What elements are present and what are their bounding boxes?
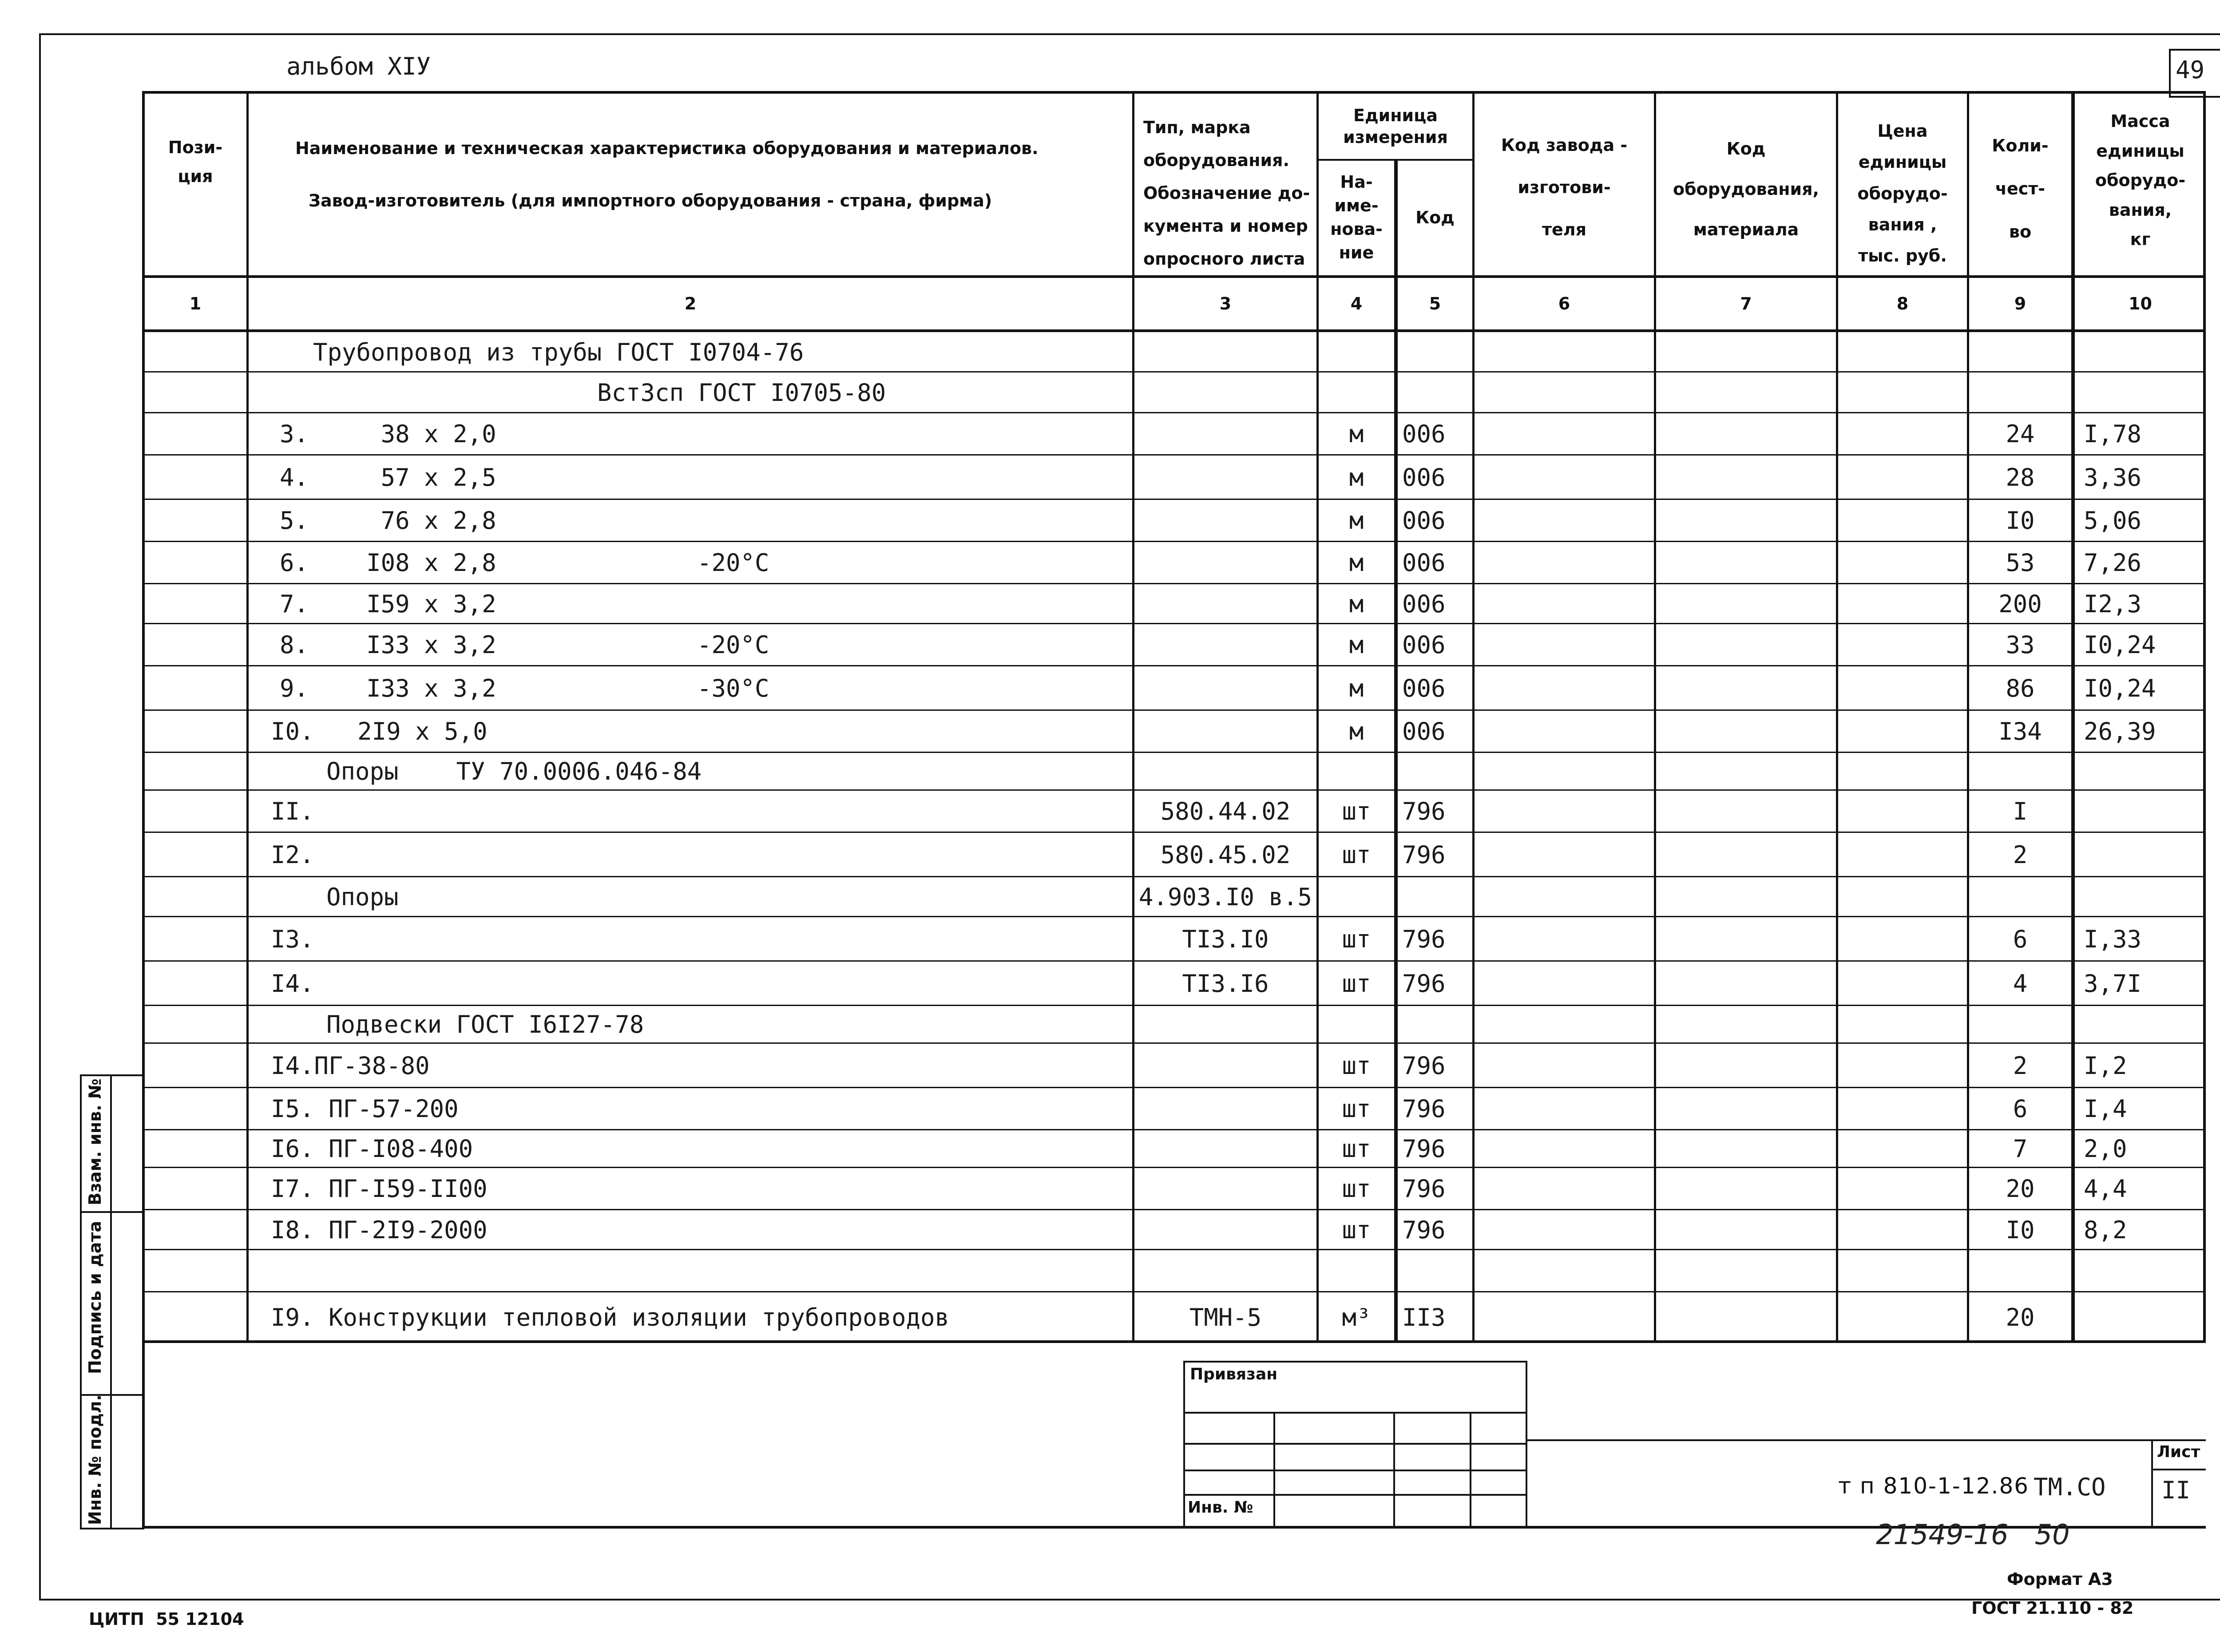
privyazan-divider (1183, 1443, 1527, 1445)
header-equipment-line: оборудования, (1673, 179, 1819, 199)
row-name: 6. I08 х 2,8 (280, 549, 496, 577)
row-name: I3. (271, 925, 314, 953)
row-mass (2084, 832, 2206, 877)
row-qty: 86 (2006, 674, 2035, 702)
row-type (1134, 1210, 1316, 1250)
row-mass: I,4 (2084, 1095, 2127, 1123)
header-qty (1969, 124, 2071, 254)
row-type (1134, 1006, 1316, 1043)
header-mass-line: единицы (2096, 141, 2184, 161)
col-line (2071, 91, 2075, 1343)
row-name: 7. I59 х 3,2 (280, 590, 496, 618)
row-code: 006 (1402, 717, 1446, 745)
row-code: 006 (1402, 549, 1446, 577)
row-name: I6. ПГ-I08-400 (271, 1135, 473, 1163)
row-unit: шт (1342, 925, 1371, 953)
side-label-podpis: Подпись и дата (85, 1220, 105, 1374)
row-temperature: -20°С (697, 549, 769, 577)
header-unit-code: Код (1415, 207, 1455, 227)
row-qty: 2 (2013, 840, 2028, 869)
row-unit: м³ (1342, 1303, 1371, 1331)
row-unit (1319, 372, 1394, 413)
colnum: 6 (1558, 293, 1570, 313)
row-qty (1969, 1006, 2071, 1043)
row-mass: 3,36 (2084, 463, 2142, 491)
row-name: ВстЗсп ГОСТ I0705-80 (597, 378, 886, 407)
header-factory-line: теля (1542, 220, 1587, 239)
header-unit-name-line: име- (1334, 195, 1379, 215)
row-type (1134, 666, 1316, 710)
row-name: II. (271, 797, 314, 825)
list-label: Лист (2157, 1443, 2200, 1461)
row-unit: шт (1342, 840, 1371, 869)
row-mass: I,2 (2084, 1051, 2127, 1080)
row-code: 006 (1402, 590, 1446, 618)
row-unit: м (1349, 590, 1364, 618)
header-pos-line: ция (178, 166, 213, 186)
colnum: 8 (1896, 293, 1909, 313)
row-unit: шт (1342, 969, 1371, 998)
row-unit: шт (1342, 797, 1371, 825)
row-code: II3 (1402, 1303, 1446, 1331)
row-code: 796 (1402, 1175, 1446, 1203)
colnum: 2 (684, 293, 697, 313)
row-qty: 20 (2006, 1175, 2035, 1203)
header-mass (2075, 107, 2206, 254)
header-unit-name (1319, 164, 1394, 271)
privyazan-divider (1183, 1494, 1527, 1496)
header-type-line: опросного листа (1143, 249, 1305, 269)
row-type: ТI3.I0 (1182, 925, 1269, 953)
row-unit: м (1349, 463, 1364, 491)
row-qty: I0 (2006, 507, 2035, 535)
header-price-line: Цена (1877, 121, 1928, 141)
header-type-line: оборудования. (1143, 151, 1289, 170)
row-name: I4. (271, 969, 314, 998)
side-stamp-divider (80, 1211, 144, 1213)
row-qty: 7 (2013, 1135, 2028, 1163)
row-code (1402, 877, 1472, 917)
header-factory-line: Код завода - (1501, 135, 1628, 155)
row-type (1134, 332, 1316, 372)
header-price (1838, 115, 1967, 271)
row-mass: I2,3 (2084, 590, 2142, 618)
row-code: 796 (1402, 840, 1446, 869)
row-name: 9. I33 х 3,2 (280, 674, 496, 702)
row-mass (2084, 332, 2206, 372)
row-name: 4. 57 х 2,5 (280, 463, 496, 491)
row-unit (1319, 753, 1394, 790)
row-qty (1969, 1250, 2071, 1292)
row-code: 796 (1402, 1095, 1446, 1123)
row-code: 796 (1402, 1051, 1446, 1080)
row-unit (1319, 1006, 1394, 1043)
header-price-line: вания , (1868, 214, 1937, 234)
row-name: Опоры (326, 883, 399, 911)
row-name: I9. Конструкции тепловой изоляции трубопроводов (271, 1303, 950, 1331)
header-equipment-line: Код (1726, 139, 1766, 158)
row-code (1402, 372, 1472, 413)
row-type (1134, 1250, 1316, 1292)
row-mass: 3,7I (2084, 969, 2142, 998)
row-code (1402, 1250, 1472, 1292)
stamp-mid-line (1527, 1439, 2206, 1441)
doc-mark: ТМ.СО (2034, 1473, 2106, 1501)
row-type (1134, 1168, 1316, 1210)
row-code (1402, 753, 1472, 790)
row-type: 580.44.02 (1160, 797, 1291, 825)
row-unit (1319, 1250, 1394, 1292)
row-mass: I0,24 (2084, 674, 2156, 702)
row-name: Трубопровод из трубы ГОСТ I0704-76 (313, 338, 804, 366)
header-unit-line: Единица (1353, 105, 1438, 125)
row-mass (2084, 372, 2206, 413)
row-type (1134, 753, 1316, 790)
header-mass-line: Масса (2110, 111, 2170, 131)
row-qty: 53 (2006, 549, 2035, 577)
header-name-line: Наименование и техническая характеристика оборудования и материалов. (295, 139, 1039, 158)
inv-no-label: Инв. № (1188, 1498, 1253, 1517)
row-name: 3. 38 х 2,0 (280, 420, 496, 448)
format-label: Формат А3 (2007, 1569, 2113, 1589)
row-type (1134, 1088, 1316, 1130)
stamp-left-line (142, 1343, 145, 1529)
row-name: Опоры ТУ 70.0006.046-84 (326, 757, 702, 785)
list-box-mid (2151, 1469, 2206, 1470)
colnum: 4 (1350, 293, 1363, 313)
row-code: 006 (1402, 631, 1446, 659)
row-qty: I0 (2006, 1216, 2035, 1244)
row-qty: 33 (2006, 631, 2035, 659)
row-unit: шт (1342, 1095, 1371, 1123)
row-unit (1319, 877, 1394, 917)
doc-code: т п 810-1-12.86 (1838, 1473, 2030, 1499)
row-type (1134, 499, 1316, 542)
row-mass: 5,06 (2084, 507, 2142, 535)
list-number: II (2161, 1476, 2191, 1504)
row-unit: м (1349, 631, 1364, 659)
row-name: 5. 76 х 2,8 (280, 507, 496, 535)
row-qty: I (2013, 797, 2028, 825)
side-label-inv: Инв. № подл. (85, 1394, 105, 1525)
colnum: 5 (1429, 293, 1441, 313)
row-type (1134, 413, 1316, 455)
privyazan-vline (1470, 1412, 1471, 1529)
handwritten-inventory: 21549-16 50 (1876, 1518, 2070, 1551)
row-temperature: -30°С (697, 674, 769, 702)
header-type-line: Тип, марка (1143, 118, 1251, 137)
row-code (1402, 332, 1472, 372)
row-mass (2084, 753, 2206, 790)
row-qty: 6 (2013, 925, 2028, 953)
row-mass: 2,0 (2084, 1135, 2127, 1163)
row-code: 796 (1402, 1135, 1446, 1163)
citp-label: ЦИТП 55 12104 (89, 1609, 244, 1629)
row-qty: 200 (1998, 590, 2042, 618)
row-type: ТI3.I6 (1182, 969, 1269, 998)
row-qty (1969, 753, 2071, 790)
colnum: 10 (2129, 293, 2152, 313)
row-code: 796 (1402, 969, 1446, 998)
row-code: 006 (1402, 420, 1446, 448)
row-qty: 20 (2006, 1303, 2035, 1331)
row-unit (1319, 332, 1394, 372)
row-name: I7. ПГ-I59-II00 (271, 1175, 488, 1203)
list-box-left (2151, 1439, 2153, 1529)
privyazan-label: Привязан (1190, 1365, 1278, 1383)
privyazan-vline (1393, 1412, 1395, 1529)
row-mass (2084, 1250, 2206, 1292)
header-factory-line: изготови- (1518, 178, 1611, 197)
gost-label: ГОСТ 21.110 - 82 (1971, 1598, 2134, 1618)
header-pos (144, 133, 246, 190)
row-mass: I,78 (2084, 420, 2142, 448)
row-type: 4.903.I0 в.5 (1138, 883, 1312, 911)
row-mass (2084, 877, 2206, 917)
row-type (1134, 455, 1316, 499)
row-mass: 4,4 (2084, 1175, 2127, 1203)
row-unit: шт (1342, 1216, 1371, 1244)
row-type (1134, 710, 1316, 753)
row-name: I4.ПГ-38-80 (271, 1051, 430, 1080)
row-type (1134, 1043, 1316, 1088)
row-name: I5. ПГ-57-200 (271, 1095, 459, 1123)
privyazan-divider (1183, 1412, 1527, 1414)
colnum: 9 (2014, 293, 2026, 313)
row-type: ТМН-5 (1189, 1303, 1262, 1331)
row-qty (1969, 372, 2071, 413)
row-name: 8. I33 х 3,2 (280, 631, 496, 659)
row-type (1134, 372, 1316, 413)
row-qty: 24 (2006, 420, 2035, 448)
colnum: 3 (1219, 293, 1232, 313)
row-mass: I,33 (2084, 925, 2142, 953)
row-qty: 4 (2013, 969, 2028, 998)
row-temperature: -20°С (697, 631, 769, 659)
row-mass (2084, 1006, 2206, 1043)
row-name: I8. ПГ-2I9-2000 (271, 1216, 488, 1244)
row-type (1134, 542, 1316, 584)
header-qty-line: Коли- (1992, 136, 2049, 155)
row-mass (2084, 790, 2206, 832)
row-name (271, 1250, 1114, 1292)
row-type (1134, 584, 1316, 624)
row-unit: шт (1342, 1051, 1371, 1080)
row-name: Подвески ГОСТ I6I27-78 (326, 1010, 644, 1038)
unit-subheader-line (1316, 159, 1472, 161)
row-unit: м (1349, 507, 1364, 535)
header-price-line: оборудо- (1857, 183, 1948, 203)
colnum: 7 (1740, 293, 1752, 313)
row-code: 796 (1402, 925, 1446, 953)
header-type-line: Обозначение до- (1143, 183, 1310, 203)
row-unit: м (1349, 674, 1364, 702)
row-code: 796 (1402, 797, 1446, 825)
colnum: 1 (189, 293, 202, 313)
row-name: I0. 2I9 х 5,0 (271, 717, 488, 745)
header-factory-code (1475, 124, 1654, 251)
row-qty (1969, 332, 2071, 372)
page-number: 49 (2176, 56, 2205, 84)
row-code: 006 (1402, 463, 1446, 491)
header-name (295, 133, 1039, 216)
header-unit-line: измерения (1343, 127, 1448, 147)
row-qty (1969, 877, 2071, 917)
header-type (1143, 111, 1310, 275)
header-mass-line: вания, (2109, 200, 2172, 220)
header-pos-line: Пози- (168, 138, 223, 157)
header-price-line: единицы (1858, 152, 1947, 172)
header-equipment-line: материала (1693, 220, 1799, 240)
header-unit-name-line: ние (1339, 243, 1374, 263)
header-qty-line: чест- (1995, 178, 2046, 198)
row-type (1134, 1130, 1316, 1168)
album-title: альбом XIУ (286, 52, 431, 80)
header-unit (1319, 98, 1472, 155)
row-code: 006 (1402, 507, 1446, 535)
row-mass: 7,26 (2084, 549, 2142, 577)
row-unit: м (1349, 420, 1364, 448)
privyazan-divider (1183, 1470, 1527, 1471)
row-code (1402, 1006, 1472, 1043)
row-mass: 26,39 (2084, 717, 2156, 745)
header-mass-line: кг (2130, 230, 2151, 249)
side-stamp-divider (110, 1074, 112, 1529)
row-qty: 2 (2013, 1051, 2028, 1080)
header-type-line: кумента и номер (1143, 216, 1308, 236)
row-code: 006 (1402, 674, 1446, 702)
row-unit: м (1349, 717, 1364, 745)
row-mass: 8,2 (2084, 1216, 2127, 1244)
row-qty: I34 (1998, 717, 2042, 745)
row-qty: 28 (2006, 463, 2035, 491)
row-code: 796 (1402, 1216, 1446, 1244)
header-price-line: тыс. руб. (1858, 246, 1947, 266)
row-mass (2084, 1292, 2206, 1343)
side-label-vzam: Взам. инв. № (85, 1078, 105, 1205)
header-equipment-code (1656, 129, 1836, 250)
header-unit-name-line: На- (1340, 172, 1373, 192)
header-name-line: Завод-изготовитель (для импортного оборудования - страна, фирма) (309, 191, 992, 211)
row-mass: I0,24 (2084, 631, 2156, 659)
header-qty-line: во (2009, 222, 2032, 242)
row-unit: м (1349, 549, 1364, 577)
header-unit-name-line: нова- (1330, 219, 1383, 239)
row-unit: шт (1342, 1135, 1371, 1163)
row-type (1134, 624, 1316, 666)
row-name: I2. (271, 840, 314, 869)
row-qty: 6 (2013, 1095, 2028, 1123)
row-unit: шт (1342, 1175, 1371, 1203)
privyazan-vline (1273, 1412, 1275, 1529)
row-type: 580.45.02 (1160, 840, 1291, 869)
header-mass-line: оборудо- (2095, 170, 2186, 190)
